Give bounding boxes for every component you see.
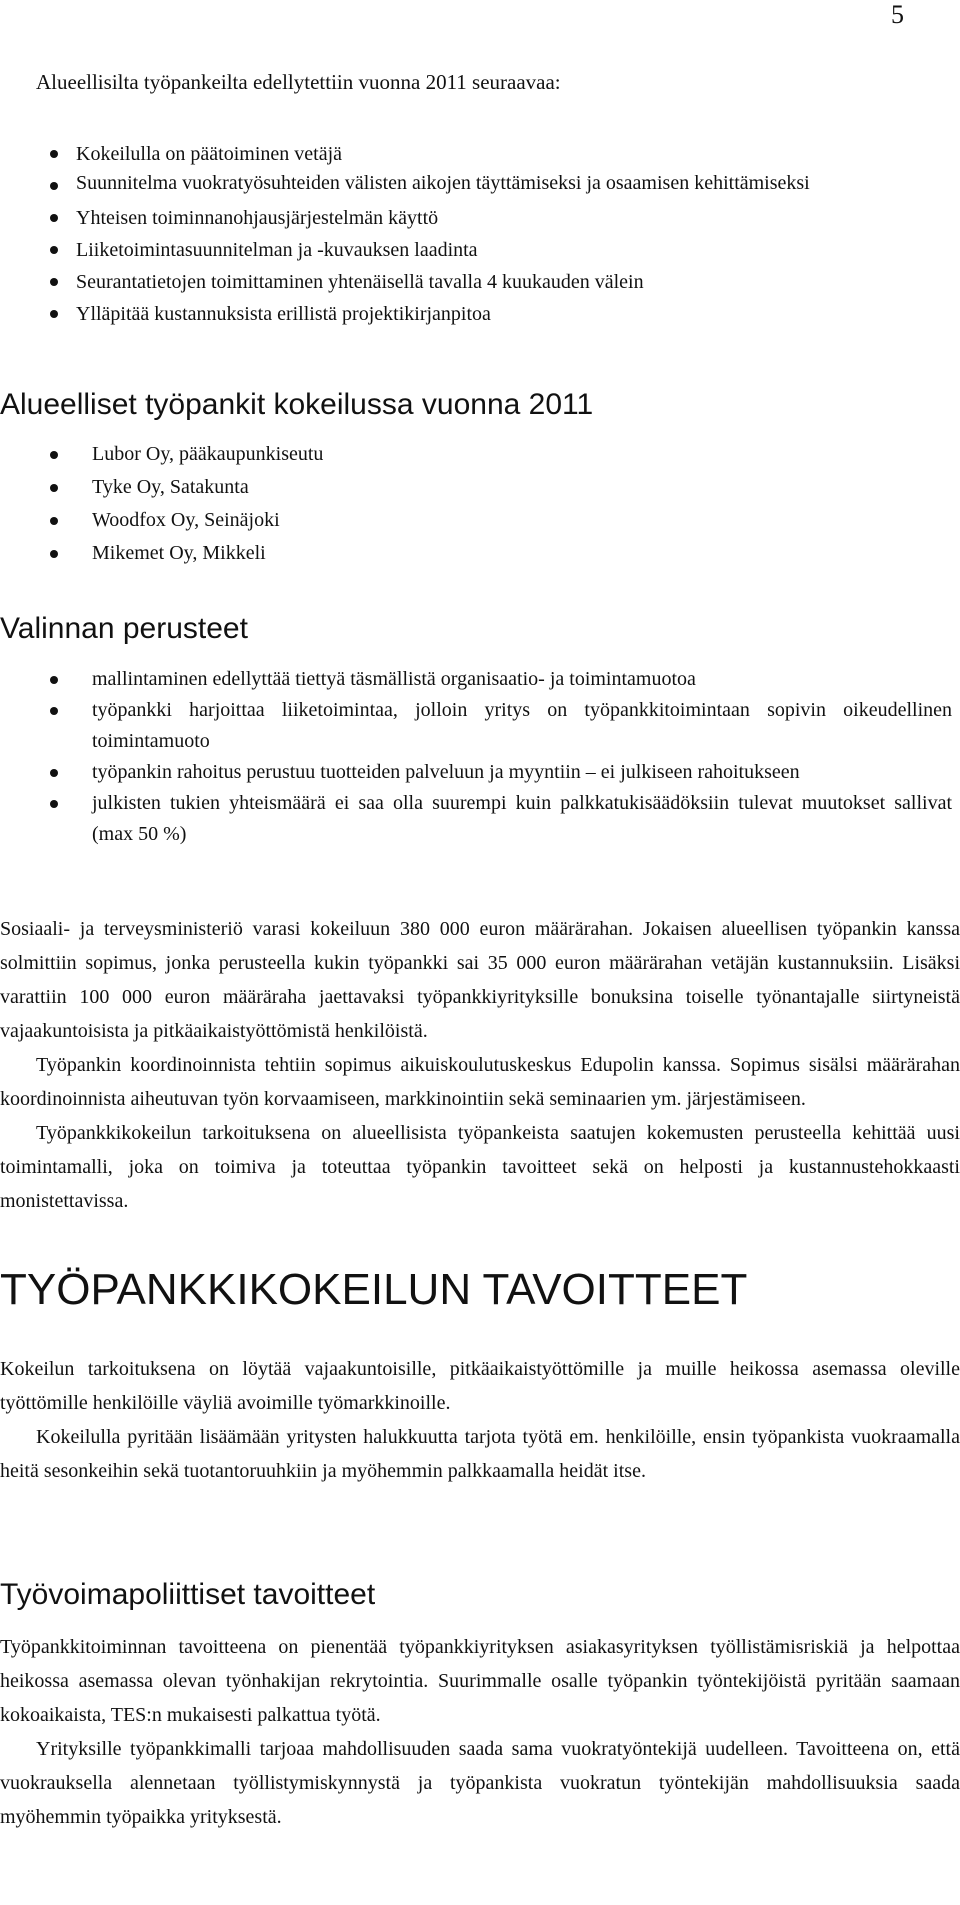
bullet-icon [50, 150, 58, 158]
bullet-icon [50, 550, 58, 558]
list-item: Suunnitelma vuokratyösuhteiden välisten aikojen täyttämiseksi ja osaamisen kehittämiseksi [50, 170, 950, 196]
bullet-icon [50, 707, 58, 715]
bullet-icon [50, 676, 58, 684]
intro-text: Alueellisilta työpankeilta edellytettiin vuonna 2011 seuraavaa: [36, 70, 561, 94]
criteria-list [50, 664, 952, 850]
bullet-icon [50, 451, 58, 459]
list-item: Mikemet Oy, Mikkeli [50, 537, 323, 570]
list-item: mallintaminen edellyttää tiettyä täsmällistä organisaatio- ja toimintamuotoa [50, 664, 952, 695]
page-number: 5 [891, 0, 904, 29]
body-text-goals [0, 1352, 960, 1488]
paragraph: Työpankkitoiminnan tavoitteena on pienentää työpankkiyrityksen asiakasyrityksen työllistämisriskiä ja helpottaa heikossa asemassa olevan työnhakijan rekrytointia. Suurimmalle osalle työpankin työntekijöistä pyritään saamaan kokoaikaista, TES:n mukaisesti palkattua työtä. [0, 1636, 960, 1726]
list-item: Ylläpitää kustannuksista erillistä projektikirjanpitoa [50, 298, 950, 330]
section-heading-alueelliset: Alueelliset työpankit kokeilussa vuonna 2011 [0, 388, 594, 421]
list-item: Yhteisen toiminnanohjausjärjestelmän käyttö [50, 202, 950, 234]
list-item: työpankki harjoittaa liiketoimintaa, jolloin yritys on työpankkitoimintaan sopivin oikeudellinen toimintamuoto [50, 695, 952, 757]
list-item: Liiketoimintasuunnitelman ja -kuvauksen laadinta [50, 234, 950, 266]
bullet-icon [50, 310, 58, 318]
bullet-icon [50, 246, 58, 254]
paragraph: Sosiaali- ja terveysministeriö varasi kokeiluun 380 000 euron määrärahan. Jokaisen alueellisen työpankin kanssa solmittiin sopimus, jonka perusteella kukin työpankki sai 35 000 euron määrärahan vetäjän kustannuksiin. Lisäksi varattiin 100 000 euron määräraha jaettavaksi työpankkiyrityksille bonuksina toiselle työnantajalle siirtyneistä vajaakuntoisista ja pitkäaikaistyöttömistä henkilöistä. [0, 918, 960, 1042]
section-heading-tyovoima: Työvoimapoliittiset tavoitteet [0, 1578, 376, 1611]
bullet-icon [50, 769, 58, 777]
list-item: Tyke Oy, Satakunta [50, 471, 323, 504]
list-item: Seurantatietojen toimittaminen yhtenäisellä tavalla 4 kuukauden välein [50, 266, 950, 298]
bullet-icon [50, 484, 58, 492]
body-text-labour-policy [0, 1630, 960, 1834]
section-heading-valinnan: Valinnan perusteet [0, 612, 248, 645]
list-item: Woodfox Oy, Seinäjoki [50, 504, 323, 537]
bullet-icon [50, 800, 58, 808]
paragraph: Kokeilulla pyritään lisäämään yritysten halukkuutta tarjota työtä em. henkilöille, ensin työpankista vuokraamalla heitä sesonkeihin sekä tuotantoruuhkiin ja myöhemmin palkkaamalla heidät itse. [0, 1426, 960, 1482]
bullet-icon [50, 517, 58, 525]
paragraph: Kokeilun tarkoituksena on löytää vajaakuntoisille, pitkäaikaistyöttömille ja muille heikossa asemassa oleville työttömille henkilöille väyliä avoimille työmarkkinoille. [0, 1358, 960, 1414]
paragraph: Työpankkikokeilun tarkoituksena on alueellisista työpankeista saatujen kokemusten perusteella kehittää uusi toimintamalli, joka on toimiva ja toteuttaa työpankin tavoitteet sekä on helposti ja kustannustehokkaasti monistettavissa. [0, 1122, 960, 1212]
list-item: Lubor Oy, pääkaupunkiseutu [50, 438, 323, 471]
bullet-icon [50, 278, 58, 286]
paragraph: Yrityksille työpankkimalli tarjoaa mahdollisuuden saada sama vuokratyöntekijä uudelleen. Tavoitteena on, että vuokrauksella alennetaan työllistymiskynnystä ja työpankista vuokratun työntekijän mahdollisuuksia saada myöhemmin työpaikka yrityksestä. [0, 1738, 960, 1828]
list-item: työpankin rahoitus perustuu tuotteiden palveluun ja myyntiin – ei julkiseen rahoitukseen [50, 757, 952, 788]
paragraph: Työpankin koordinoinnista tehtiin sopimus aikuiskoulutuskeskus Edupolin kanssa. Sopimus sisälsi määrärahan koordinoinnista aiheutuvan työn korvaamiseen, markkinointiin sekä seminaarien ym. järjestämiseen. [0, 1054, 960, 1110]
pilot-companies-list [50, 438, 323, 570]
bullet-icon [50, 182, 58, 190]
body-text-funding [0, 912, 960, 1218]
requirements-list [50, 138, 950, 330]
list-item: julkisten tukien yhteismäärä ei saa olla suurempi kuin palkkatukisäädöksiin tulevat muutokset sallivat (max 50 %) [50, 788, 952, 850]
section-heading-tavoitteet: TYÖPANKKIKOKEILUN TAVOITTEET [0, 1265, 748, 1314]
list-item: Kokeilulla on päätoiminen vetäjä [50, 138, 950, 170]
bullet-icon [50, 214, 58, 222]
